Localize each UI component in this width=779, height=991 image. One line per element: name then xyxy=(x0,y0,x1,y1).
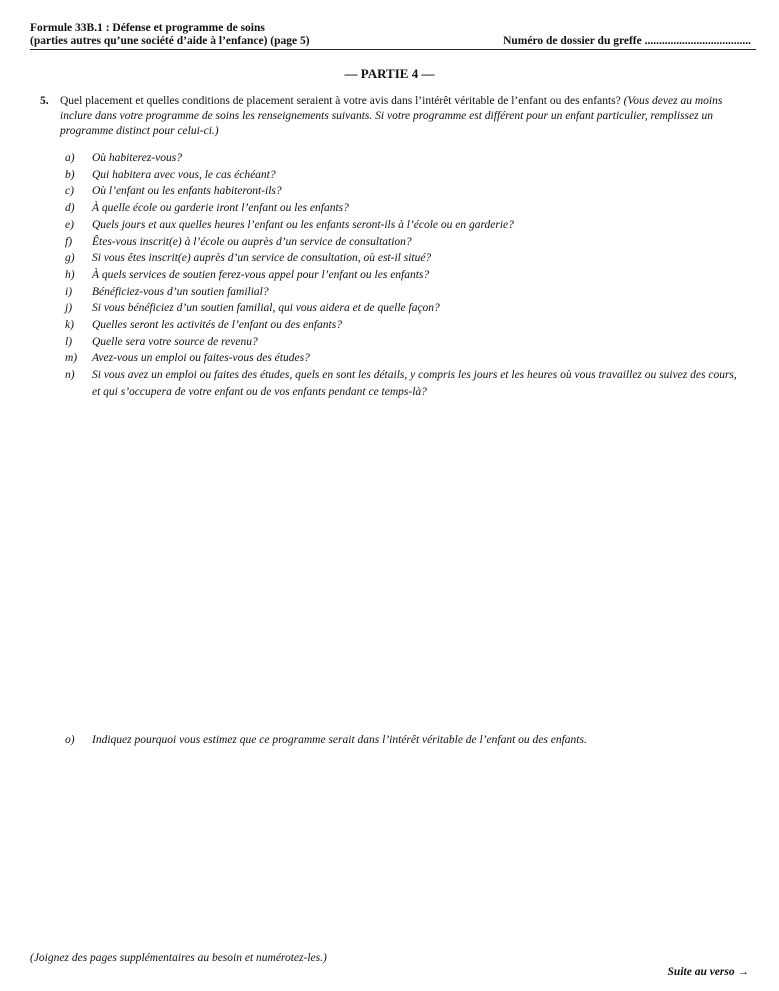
list-item xyxy=(65,167,745,184)
header-divider xyxy=(30,49,756,50)
court-file-number-field[interactable]: Numéro de dossier du greffe ..................................... xyxy=(503,35,751,47)
list-item xyxy=(65,284,745,301)
item-text: Quels jours et aux quelles heures l’enfant ou les enfants seront-ils à l’école ou en garderie? xyxy=(92,218,514,231)
question-number: 5. xyxy=(40,95,49,107)
form-title-line2: (parties autres qu’une société d’aide à l’enfance) (page 5) xyxy=(30,35,310,47)
list-item xyxy=(65,217,745,234)
item-letter: l) xyxy=(65,335,73,348)
item-letter: m) xyxy=(65,352,78,365)
form-title-line1: Formule 33B.1 : Défense et programme de soins xyxy=(30,22,265,34)
list-item xyxy=(65,234,745,251)
item-text: À quelle école ou garderie iront l’enfant ou les enfants? xyxy=(92,202,349,215)
list-item xyxy=(65,250,745,267)
item-letter: b) xyxy=(65,168,75,181)
list-item xyxy=(65,300,745,317)
question-5 xyxy=(40,94,745,139)
list-item xyxy=(65,367,745,400)
list-item-o xyxy=(65,732,745,749)
item-text: Si vous avez un emploi ou faites des études, quels en sont les détails, y compris les jours et les heures où vous travaillez ou suivez des cours, et qui s’occupera de votre enfant ou de vos enfants pendant ce temps-là? xyxy=(92,369,737,398)
list-item xyxy=(65,183,745,200)
item-letter: h) xyxy=(65,268,75,281)
list-item xyxy=(65,334,745,351)
item-text: Quelles seront les activités de l’enfant ou des enfants? xyxy=(92,319,342,332)
item-text: Où l’enfant ou les enfants habiteront-ils? xyxy=(92,185,282,198)
list-item xyxy=(65,200,745,217)
item-text: Quelle sera votre source de revenu? xyxy=(92,335,258,348)
footer-note: (Joignez des pages supplémentaires au besoin et numérotez-les.) xyxy=(30,952,327,964)
item-letter: j) xyxy=(65,302,73,315)
item-letter: i) xyxy=(65,285,73,298)
item-text: Êtes-vous inscrit(e) à l’école ou auprès d’un service de consultation? xyxy=(92,235,412,248)
list-item xyxy=(65,150,745,167)
item-text: Indiquez pourquoi vous estimez que ce programme serait dans l’intérêt véritable de l’enfant ou des enfants. xyxy=(92,734,587,746)
item-letter: e) xyxy=(65,218,74,231)
form-title xyxy=(30,22,310,48)
continue-on-back-label: Suite au verso → xyxy=(667,966,749,978)
item-text: Qui habitera avec vous, le cas échéant? xyxy=(92,168,276,181)
item-letter: c) xyxy=(65,185,74,198)
item-text: Si vous bénéficiez d’un soutien familial, qui vous aidera et de quelle façon? xyxy=(92,302,440,315)
item-letter: a) xyxy=(65,152,75,164)
item-letter: f) xyxy=(65,235,73,248)
question-note: (Vous devez au moins inclure dans votre programme de soins les renseignements suivants. Si votre programme est différent pour un enfant particulier, remplissez un programme distinct pour celui-ci.) xyxy=(60,95,723,137)
list-item xyxy=(65,317,745,334)
item-text: Bénéficiez-vous d’un soutien familial? xyxy=(92,285,269,298)
item-text: Si vous êtes inscrit(e) auprès d’un service de consultation, où est-il situé? xyxy=(92,252,432,265)
item-letter: o) xyxy=(65,734,75,746)
item-text: Où habiterez-vous? xyxy=(92,152,182,164)
item-letter: g) xyxy=(65,252,75,265)
item-text: Avez-vous un emploi ou faites-vous des études? xyxy=(92,352,310,365)
list-item xyxy=(65,350,745,367)
question-text: Quel placement et quelles conditions de placement seraient à votre avis dans l’intérêt véritable de l’enfant ou des enfants? xyxy=(60,95,621,107)
item-letter: d) xyxy=(65,202,75,215)
items-list xyxy=(65,150,745,401)
item-letter: k) xyxy=(65,319,74,332)
item-letter: n) xyxy=(65,369,75,382)
list-item xyxy=(65,267,745,284)
question-text-block xyxy=(60,94,745,139)
part-title: — PARTIE 4 — xyxy=(344,66,435,81)
item-text: À quels services de soutien ferez-vous appel pour l’enfant ou les enfants? xyxy=(92,268,430,281)
